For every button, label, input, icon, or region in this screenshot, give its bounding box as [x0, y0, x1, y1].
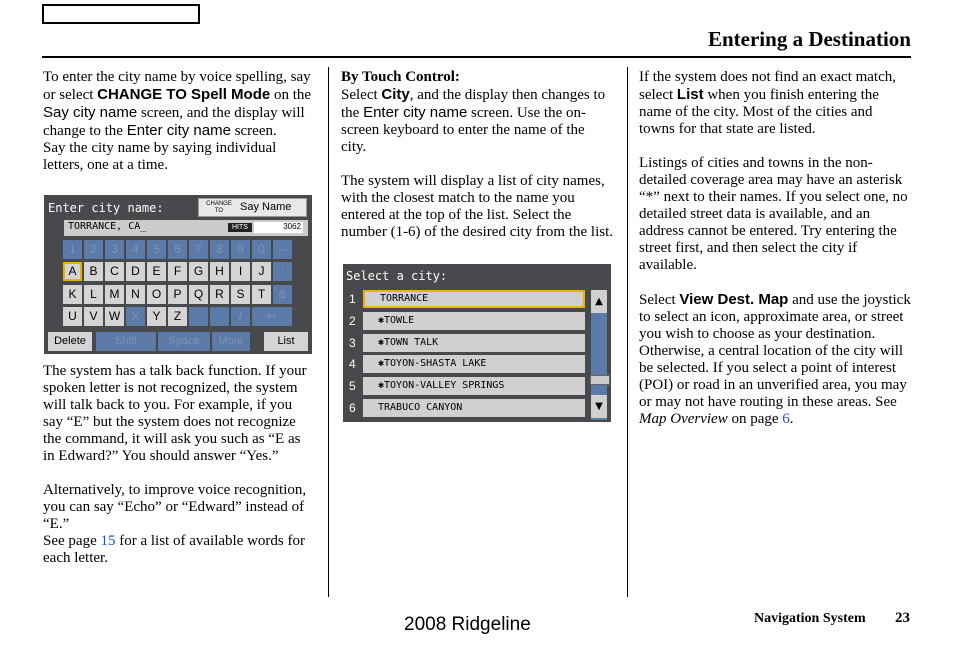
hits-value: 3062	[254, 222, 303, 233]
key[interactable]: 1	[63, 240, 82, 259]
scrollbar-thumb[interactable]	[590, 375, 610, 385]
city-number[interactable]: 3	[349, 335, 356, 350]
select-a-city-screen	[343, 264, 611, 422]
city-number[interactable]: 6	[349, 401, 356, 415]
hits-label: HITS	[228, 223, 252, 232]
key[interactable]: V	[84, 307, 103, 326]
key[interactable]: O	[147, 285, 166, 304]
key[interactable]: '	[273, 262, 292, 281]
key[interactable]: U	[63, 307, 82, 326]
key[interactable]: Z	[168, 307, 187, 326]
by-touch-control-heading: By Touch Control:	[341, 69, 460, 85]
column-2	[341, 69, 613, 241]
key[interactable]: –	[273, 240, 292, 259]
page-title: Entering a Destination	[707, 27, 911, 51]
header-rule	[42, 56, 911, 58]
col3-paragraph-2: Listings of cities and towns in the non-detailed coverage area may have an asterisk “*” next to their names. If you select one, no detailed street data is available, and an address cannot be entered. Try entering the street first, and then select the city if available.	[639, 155, 908, 273]
key[interactable]: M	[105, 285, 124, 304]
city-list-item[interactable]: ✱TOYON-SHASTA LAKE	[363, 355, 585, 373]
column-1-lower	[43, 363, 315, 567]
header-tab-box	[42, 4, 200, 24]
city-list-item[interactable]: ✱TOYON-VALLEY SPRINGS	[363, 377, 585, 395]
list-button[interactable]: List	[264, 332, 308, 351]
key[interactable]: L	[84, 285, 103, 304]
page-number: 23	[895, 610, 910, 626]
key[interactable]: F	[168, 262, 187, 281]
col2-paragraph-1: Select City, and the display then changes to the Enter city name screen. Use the on-screen keyboard to enter the name of the city.	[341, 86, 606, 155]
screen2-title: Select a city:	[346, 269, 448, 283]
key[interactable]: 6	[168, 240, 187, 259]
key[interactable]: 8	[210, 240, 229, 259]
key[interactable]: 5	[147, 240, 166, 259]
col3-paragraph-3: Select View Dest. Map and use the joystick to select an icon, approximate area, or street you wish to choose as your destination. Otherwise, a central location of the city will be selected. If you select a point of interest (POI) or road in an unverified area, you may or may not have routing in these areas. See Map Overview on page 6.	[639, 291, 911, 427]
city-number[interactable]: 5	[349, 379, 356, 394]
col1-paragraph-4: Alternatively, to improve voice recognition, you can say “Echo” or “Edward” instead of “E.”	[43, 482, 307, 532]
footer-model: 2008 Ridgeline	[404, 614, 531, 635]
key[interactable]: 0	[252, 240, 271, 259]
column-divider-2	[627, 67, 628, 597]
column-divider-1	[328, 67, 329, 597]
col1-paragraph-5: See page 15 for a list of available words for each letter.	[43, 533, 306, 566]
key[interactable]: Q	[189, 285, 208, 304]
city-name-input	[64, 220, 308, 236]
key[interactable]: ↵	[252, 307, 292, 326]
key[interactable]: E	[147, 262, 166, 281]
view-dest-map-label: View Dest. Map	[679, 291, 789, 308]
key[interactable]: I	[231, 262, 250, 281]
shift-button[interactable]: Shift	[96, 332, 156, 351]
key[interactable]: /	[231, 307, 250, 326]
key[interactable]: X	[126, 307, 145, 326]
key[interactable]: A	[63, 262, 82, 281]
col1-paragraph-3: The system has a talk back function. If your spoken letter is not recognized, the system will talk back to you. For example, if you say “E” but the system does not recognize the command, it will ask you such as “E as in Edward?” You should answer “Yes.”	[43, 363, 307, 464]
key[interactable]: P	[168, 285, 187, 304]
key[interactable]: T	[252, 285, 271, 304]
key[interactable]: J	[252, 262, 271, 281]
page-15-link[interactable]: 15	[100, 533, 116, 549]
key[interactable]: D	[126, 262, 145, 281]
change-to-say-name-button[interactable]	[198, 198, 307, 217]
city-number[interactable]: 1	[349, 292, 356, 306]
key-blank[interactable]	[189, 307, 208, 326]
key[interactable]: H	[210, 262, 229, 281]
city-list-item[interactable]: TRABUCO CANYON	[363, 399, 585, 417]
key[interactable]: 9	[231, 240, 250, 259]
key[interactable]: W	[105, 307, 124, 326]
key[interactable]: N	[126, 285, 145, 304]
key[interactable]: 2	[84, 240, 103, 259]
key[interactable]: 7	[189, 240, 208, 259]
col1-paragraph-1: To enter the city name by voice spelling, say or select CHANGE TO Spell Mode on the Say city name screen, and the display will change to the Enter city name screen.	[43, 69, 312, 139]
column-1	[43, 69, 315, 174]
col3-paragraph-1: If the system does not find an exact match, select List when you finish entering the name of the city. Most of the cities and towns for that state are listed.	[639, 69, 897, 137]
key[interactable]: G	[189, 262, 208, 281]
key[interactable]: 3	[105, 240, 124, 259]
delete-button[interactable]: Delete	[48, 332, 92, 351]
city-list-item[interactable]: ✱TOWLE	[363, 312, 585, 330]
city-list-item[interactable]: TORRANCE	[363, 290, 585, 308]
say-name-label: Say Name	[240, 201, 292, 213]
key-blank[interactable]	[210, 307, 229, 326]
key[interactable]: R	[210, 285, 229, 304]
enter-city-name-screen	[44, 195, 312, 354]
scroll-up-button[interactable]: ▲	[591, 290, 607, 313]
column-3	[639, 69, 911, 428]
city-number[interactable]: 4	[349, 357, 356, 372]
key[interactable]: C	[105, 262, 124, 281]
page-6-link[interactable]: 6	[782, 411, 790, 427]
scroll-down-button[interactable]: ▼	[591, 395, 607, 418]
key[interactable]: S	[231, 285, 250, 304]
city-number[interactable]: 2	[349, 313, 356, 328]
screen1-title: Enter city name:	[48, 201, 164, 215]
key[interactable]: &	[273, 285, 292, 304]
footer-section: Navigation System	[754, 611, 866, 626]
key[interactable]: K	[63, 285, 82, 304]
col2-paragraph-2: The system will display a list of city names, with the closest match to the name you entered at the top of the list. Select the number (1-6) of the desired city from the list.	[341, 173, 614, 240]
space-button[interactable]: Space	[158, 332, 210, 351]
key[interactable]: Y	[147, 307, 166, 326]
change-to-label: CHANGE TO	[206, 201, 232, 214]
col1-paragraph-2: Say the city name by saying individual letters, one at a time.	[43, 140, 277, 173]
key[interactable]: B	[84, 262, 103, 281]
more-button[interactable]: More	[212, 332, 250, 351]
city-name-value: TORRANCE, CA_	[68, 221, 147, 232]
city-list-item[interactable]: ✱TOWN TALK	[363, 334, 585, 352]
list-label: List	[676, 86, 704, 103]
city-label: City	[381, 86, 410, 103]
change-to-spell-mode-label: CHANGE TO Spell Mode	[97, 86, 271, 103]
key[interactable]: 4	[126, 240, 145, 259]
